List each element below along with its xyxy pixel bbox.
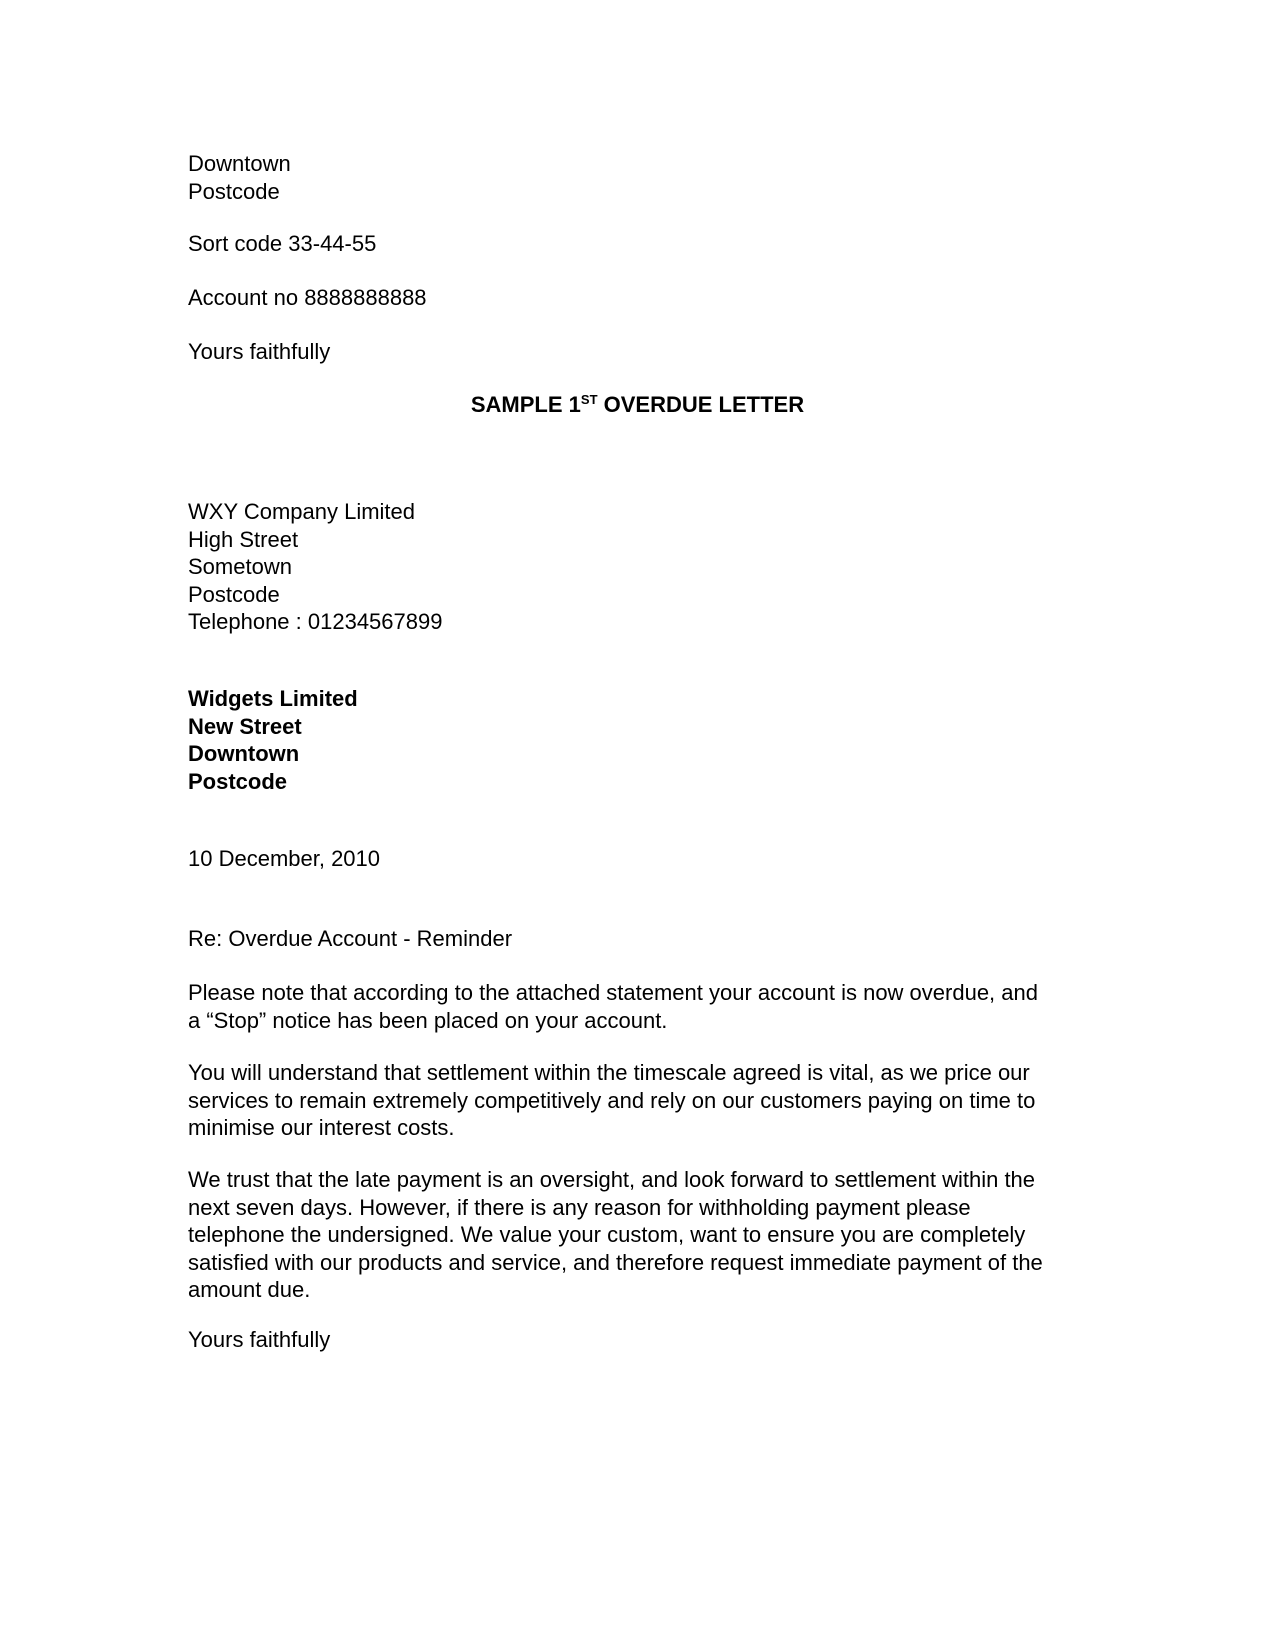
letter-closing [188,1326,1088,1354]
recipient-line-1: Widgets Limited [188,686,358,711]
title-superscript: ST [580,392,598,407]
recipient-line-2: New Street [188,713,302,739]
letter-closing-text: Yours faithfully [188,1327,331,1352]
letter-subject [188,925,1088,953]
letter-date [188,845,1088,873]
sender-line-4: Postcode [188,581,280,607]
top-address-line-2: Postcode [188,178,280,204]
sender-line-2: High Street [188,526,299,552]
sender-line-3: Sometown [188,554,292,579]
recipient-address [188,685,1088,795]
sort-code [188,230,1088,258]
recipient-line-3: Downtown [188,741,300,766]
account-number-text: Account no 8888888888 [188,285,427,310]
letter-title [0,391,1275,419]
top-closing-text: Yours faithfully [188,339,331,364]
top-address-block [188,150,1088,205]
letter-subject-text: Re: Overdue Account - Reminder [188,926,513,951]
body-paragraph-3: We trust that the late payment is an oversight, and look forward to settlement within the next seven days. However, if there is any reason for withholding payment please telephone the undersigned. We value your custom, want to ensure you are completely satisfied with our products and service, and therefore request immediate payment of the amount due. [188,1167,1043,1302]
sender-line-5: Telephone : 01234567899 [188,609,443,634]
body-paragraph-2: You will understand that settlement within the timescale agreed is vital, as we price our services to remain extremely competitively and rely on our customers paying on time to minimise our interest costs. [188,1060,1036,1140]
sender-line-1: WXY Company Limited [188,499,416,524]
body-paragraph-1: Please note that according to the attached statement your account is now overdue, and a “Stop” notice has been placed on your account. [188,980,1038,1033]
title-prefix: SAMPLE 1 [470,392,581,417]
recipient-line-4: Postcode [188,768,288,794]
top-address-line-1: Downtown [188,151,291,176]
sort-code-text: Sort code 33-44-55 [188,231,377,256]
account-number [188,284,1088,312]
top-closing [188,338,1088,366]
letter-date-text: 10 December, 2010 [188,846,381,871]
title-suffix: OVERDUE LETTER [597,392,805,417]
sender-address [188,498,1088,636]
